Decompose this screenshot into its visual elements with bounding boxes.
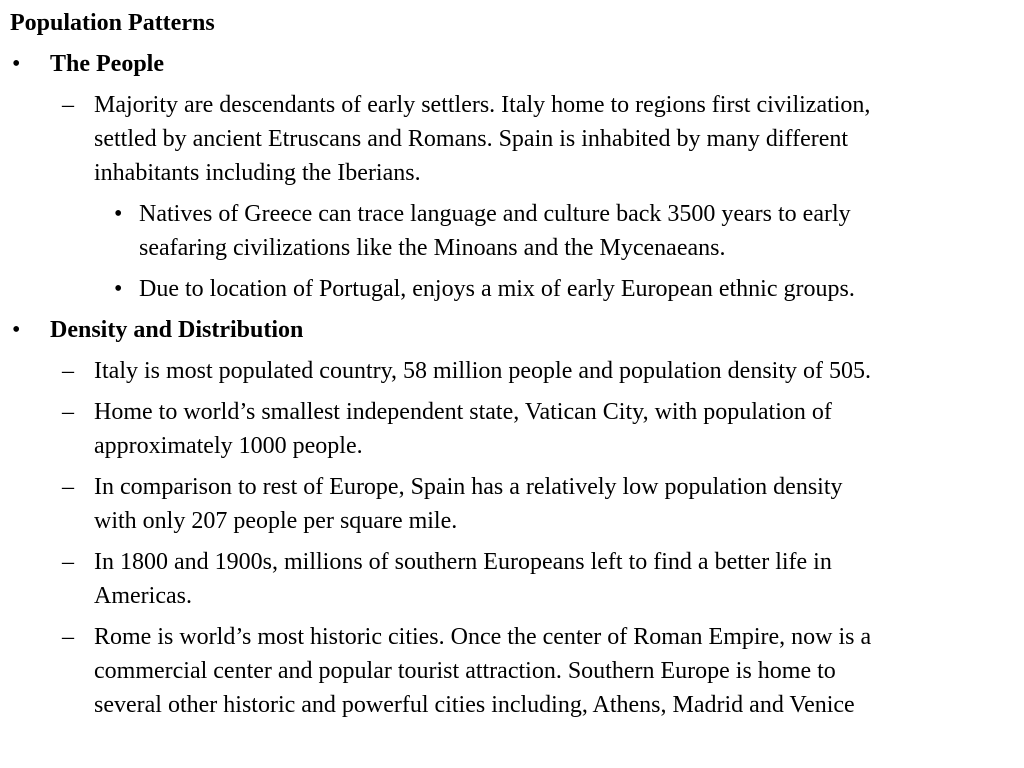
paragraph-line: with only 207 people per square mile. <box>94 508 458 534</box>
paragraph-line: Majority are descendants of early settlers. Italy home to regions first civilization, <box>94 92 871 118</box>
sub-paragraph-line: Natives of Greece can trace language and culture back 3500 years to early <box>139 201 851 227</box>
paragraph-line: In 1800 and 1900s, millions of southern Europeans left to find a better life in <box>94 549 832 575</box>
sub-bullet-marker: • <box>114 201 123 227</box>
slide-title: Population Patterns <box>10 10 215 36</box>
paragraph-line: inhabitants including the Iberians. <box>94 160 421 186</box>
bullet-marker: • <box>12 317 21 343</box>
paragraph-line: several other historic and powerful cities including, Athens, Madrid and Venice <box>94 692 855 718</box>
paragraph-line: Home to world’s smallest independent state, Vatican City, with population of <box>94 399 832 425</box>
dash-marker: – <box>62 399 74 425</box>
paragraph-line: Rome is world’s most historic cities. Once the center of Roman Empire, now is a <box>94 624 872 650</box>
paragraph-line: commercial center and popular tourist attraction. Southern Europe is home to <box>94 658 836 684</box>
section-heading: The People <box>50 51 164 77</box>
sub-paragraph-line: seafaring civilizations like the Minoans and the Mycenaeans. <box>139 235 726 261</box>
paragraph-line: Americas. <box>94 583 192 609</box>
sub-bullet-marker: • <box>114 276 123 302</box>
sub-paragraph-line: Due to location of Portugal, enjoys a mix of early European ethnic groups. <box>139 276 855 302</box>
dash-marker: – <box>62 358 74 384</box>
paragraph-line: In comparison to rest of Europe, Spain has a relatively low population density <box>94 474 843 500</box>
dash-marker: – <box>62 549 74 575</box>
dash-marker: – <box>62 624 74 650</box>
dash-marker: – <box>62 474 74 500</box>
dash-marker: – <box>62 92 74 118</box>
section-heading: Density and Distribution <box>50 317 304 343</box>
bullet-marker: • <box>12 51 21 77</box>
paragraph-line: approximately 1000 people. <box>94 433 363 459</box>
paragraph-line: settled by ancient Etruscans and Romans. Spain is inhabited by many different <box>94 126 849 152</box>
paragraph-line: Italy is most populated country, 58 million people and population density of 505. <box>94 358 871 384</box>
